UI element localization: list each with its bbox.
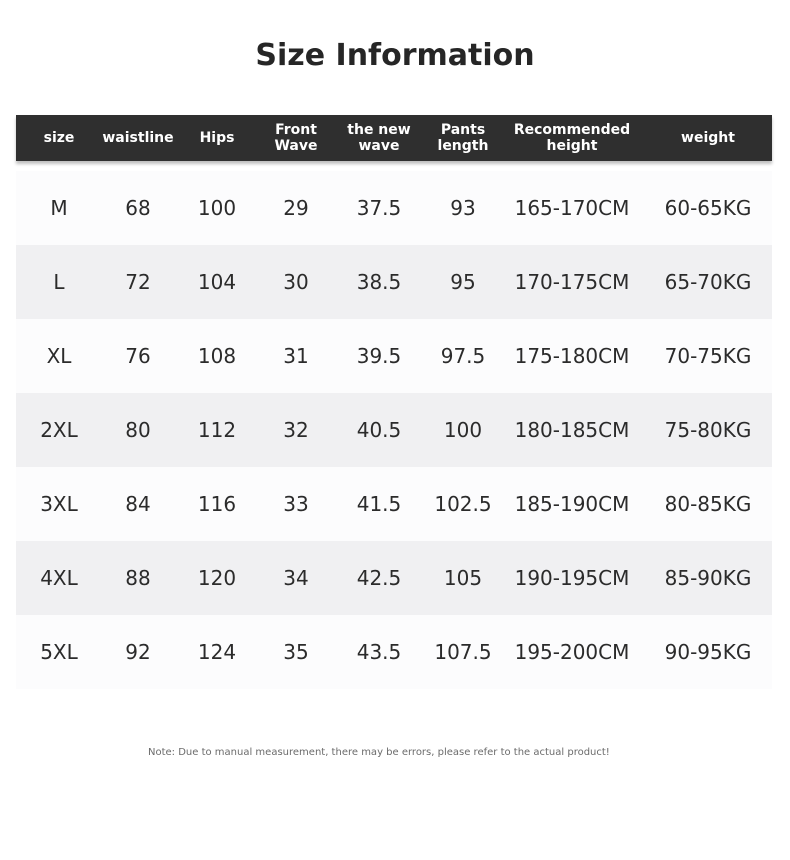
table-row bbox=[16, 541, 772, 615]
table-header bbox=[16, 115, 772, 161]
header-recommended-height: Recommended height bbox=[513, 122, 631, 154]
cell-waistline: 68 bbox=[125, 196, 151, 220]
cell-new-wave: 38.5 bbox=[356, 270, 402, 294]
cell-new-wave: 37.5 bbox=[356, 196, 402, 220]
cell-hips: 112 bbox=[197, 418, 237, 442]
cell-front-wave: 29 bbox=[283, 196, 309, 220]
cell-pants-length: 95 bbox=[450, 270, 476, 294]
cell-size: XL bbox=[46, 344, 72, 368]
cell-size: L bbox=[53, 270, 65, 294]
header-size: size bbox=[43, 130, 75, 146]
cell-waistline: 84 bbox=[125, 492, 151, 516]
cell-new-wave: 41.5 bbox=[356, 492, 402, 516]
cell-hips: 100 bbox=[197, 196, 237, 220]
table-row bbox=[16, 319, 772, 393]
cell-pants-length: 102.5 bbox=[434, 492, 492, 516]
header-hips: Hips bbox=[199, 130, 235, 146]
table-body bbox=[16, 171, 772, 689]
cell-new-wave: 39.5 bbox=[356, 344, 402, 368]
cell-hips: 124 bbox=[197, 640, 237, 664]
cell-weight: 80-85KG bbox=[664, 492, 752, 516]
cell-recommended-height: 175-180CM bbox=[514, 344, 630, 368]
cell-weight: 85-90KG bbox=[664, 566, 752, 590]
header-new-wave: the new wave bbox=[347, 122, 411, 154]
cell-recommended-height: 165-170CM bbox=[514, 196, 630, 220]
header-pants-length: Pants length bbox=[437, 122, 489, 154]
cell-hips: 116 bbox=[197, 492, 237, 516]
cell-new-wave: 42.5 bbox=[356, 566, 402, 590]
measurement-note: Note: Due to manual measurement, there may be errors, please refer to the actual product! bbox=[148, 747, 610, 758]
table-row bbox=[16, 245, 772, 319]
cell-hips: 108 bbox=[197, 344, 237, 368]
cell-front-wave: 30 bbox=[283, 270, 309, 294]
cell-size: M bbox=[50, 196, 68, 220]
cell-weight: 60-65KG bbox=[664, 196, 752, 220]
cell-waistline: 80 bbox=[125, 418, 151, 442]
cell-recommended-height: 180-185CM bbox=[514, 418, 630, 442]
cell-hips: 104 bbox=[197, 270, 237, 294]
cell-pants-length: 107.5 bbox=[434, 640, 492, 664]
cell-size: 4XL bbox=[40, 566, 78, 590]
cell-recommended-height: 190-195CM bbox=[514, 566, 630, 590]
cell-pants-length: 93 bbox=[450, 196, 476, 220]
table-row bbox=[16, 393, 772, 467]
table-row bbox=[16, 615, 772, 689]
cell-front-wave: 34 bbox=[283, 566, 309, 590]
cell-new-wave: 40.5 bbox=[356, 418, 402, 442]
cell-pants-length: 97.5 bbox=[440, 344, 486, 368]
cell-weight: 65-70KG bbox=[664, 270, 752, 294]
table-row bbox=[16, 171, 772, 245]
cell-recommended-height: 195-200CM bbox=[514, 640, 630, 664]
header-waistline: waistline bbox=[102, 130, 174, 146]
cell-pants-length: 100 bbox=[443, 418, 483, 442]
page-title: Size Information bbox=[255, 38, 535, 73]
cell-size: 5XL bbox=[40, 640, 78, 664]
cell-front-wave: 35 bbox=[283, 640, 309, 664]
cell-recommended-height: 170-175CM bbox=[514, 270, 630, 294]
cell-size: 3XL bbox=[40, 492, 78, 516]
cell-waistline: 72 bbox=[125, 270, 151, 294]
header-weight: weight bbox=[681, 130, 735, 146]
size-table bbox=[16, 115, 772, 689]
cell-recommended-height: 185-190CM bbox=[514, 492, 630, 516]
cell-front-wave: 32 bbox=[283, 418, 309, 442]
cell-waistline: 76 bbox=[125, 344, 151, 368]
cell-new-wave: 43.5 bbox=[356, 640, 402, 664]
cell-weight: 90-95KG bbox=[664, 640, 752, 664]
table-row bbox=[16, 467, 772, 541]
cell-front-wave: 33 bbox=[283, 492, 309, 516]
header-front-wave: Front Wave bbox=[274, 122, 318, 154]
cell-waistline: 88 bbox=[125, 566, 151, 590]
cell-hips: 120 bbox=[197, 566, 237, 590]
cell-front-wave: 31 bbox=[283, 344, 309, 368]
cell-size: 2XL bbox=[40, 418, 78, 442]
cell-pants-length: 105 bbox=[443, 566, 483, 590]
cell-weight: 75-80KG bbox=[664, 418, 752, 442]
cell-weight: 70-75KG bbox=[664, 344, 752, 368]
cell-waistline: 92 bbox=[125, 640, 151, 664]
